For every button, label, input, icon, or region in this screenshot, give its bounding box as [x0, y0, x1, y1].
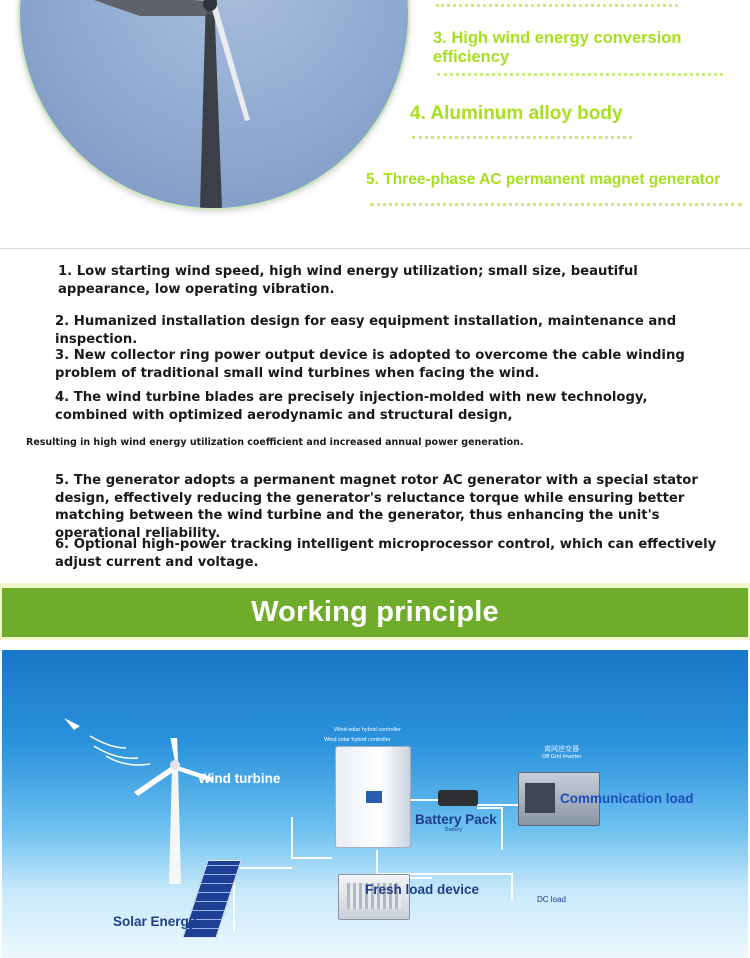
feature-divider: [370, 203, 742, 206]
feature-conversion-efficiency: 3. High wind energy conversion efficiency: [433, 29, 682, 66]
battery-caption: Battery: [445, 827, 463, 833]
section-banner: [2, 588, 748, 637]
hero-section: [0, 0, 750, 248]
turbine-illustration: [20, 0, 408, 208]
feature-aluminum-body: 4. Aluminum alloy body: [410, 103, 623, 124]
inverter-chinese-label: 离网逆变器: [544, 746, 579, 753]
controller-caption: Wind solar hybrid controller: [324, 737, 391, 743]
solar-energy-label: Solar Energy: [113, 914, 197, 929]
battery-icon: [438, 790, 478, 806]
controller-title: Wind-solar hybrid controller: [334, 727, 401, 733]
battery-pack-label: Battery Pack: [415, 812, 497, 827]
feature-item-3: 3. New collector ring power output device is adopted to overcome the cable winding problem of traditional small wind turbines when facing the wind.: [55, 348, 685, 381]
feature-divider: [436, 4, 678, 7]
section-title: Working principle: [251, 596, 499, 628]
wind-turbine-label: Wind turbine: [198, 771, 281, 786]
hybrid-controller-icon: [335, 746, 411, 848]
feature-item-1: 1. Low starting wind speed, high wind energy utilization; small size, beautiful appearance, low operating vibration.: [58, 264, 638, 297]
feature-divider: [412, 136, 632, 139]
feature-item-2: 2. Humanized installation design for easy equipment installation, maintenance and inspection.: [55, 314, 677, 347]
dc-load-label: DC load: [537, 895, 566, 904]
wind-turbine-photo: [20, 0, 408, 208]
fresh-load-device-label: Fresh load device: [365, 882, 480, 897]
wind-arrow-icon: [64, 718, 80, 730]
feature-item-4: 4. The wind turbine blades are precisely injection-molded with new technology, combined with optimized aerodynamic and structural design,: [55, 390, 648, 423]
communication-load-label: Communication load: [560, 791, 694, 806]
feature-permanent-magnet-generator: 5. Three-phase AC permanent magnet generator: [366, 171, 721, 188]
section-divider: [0, 248, 750, 249]
feature-divider: [437, 73, 723, 76]
feature-item-6: 6. Optional high-power tracking intelligent microprocessor control, which can effectively adjust current and voltage.: [55, 537, 717, 570]
working-principle-diagram: [2, 650, 748, 958]
feature-item-4-continuation: Resulting in high wind energy utilization coefficient and increased annual power generation.: [26, 437, 524, 448]
fresh-load-device-icon: [338, 874, 410, 920]
inverter-english-label: Off Grid Inverter: [542, 754, 582, 760]
feature-item-5: 5. The generator adopts a permanent magnet rotor AC generator with a special stator design, effectively reducing the generator's reluctance torque while ensuring better matching between the wind turbine and the generator, thus enhancing the unit's operational reliability.: [55, 473, 698, 541]
